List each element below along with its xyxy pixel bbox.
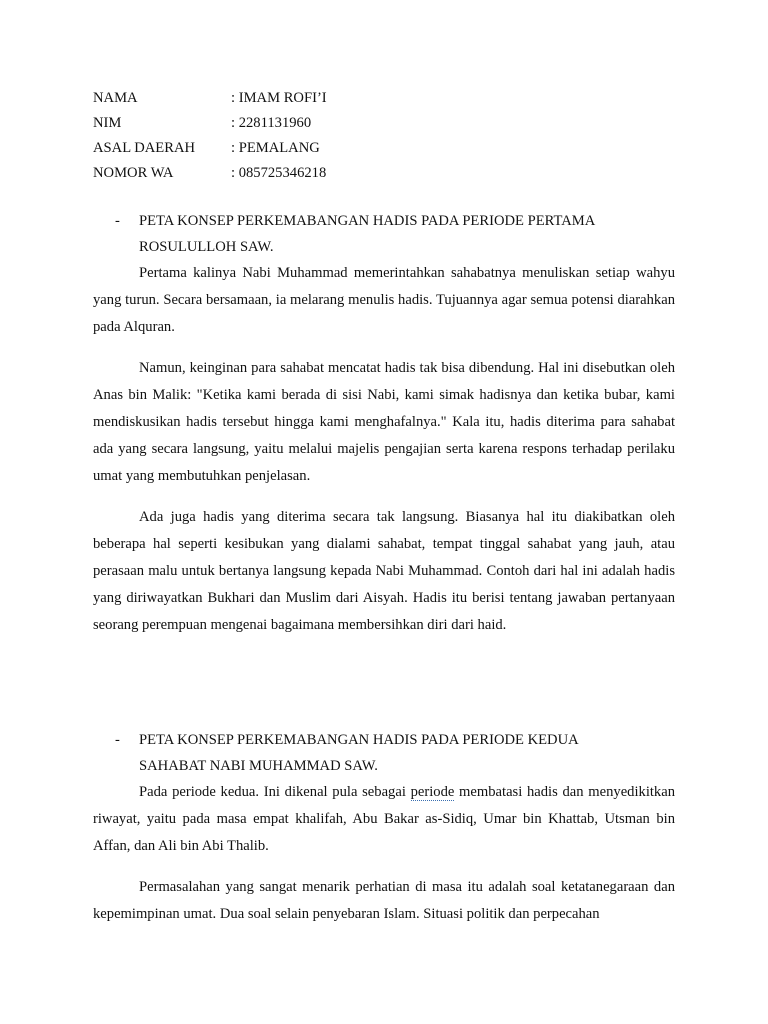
identity-row-nomor-wa xyxy=(93,161,493,186)
section-heading xyxy=(93,728,675,779)
paragraph: Pertama kalinya Nabi Muhammad memerintahkan sahabatnya menuliskan setiap wahyu yang turun. Secara bersamaan, ia melarang menulis hadis. Tujuannya agar semua potensi diarahkan pada Alquran. xyxy=(93,265,675,335)
bullet-dash: - xyxy=(115,213,120,229)
heading-line: ROSULULLOH SAW. xyxy=(139,238,274,255)
section-periode-pertama xyxy=(93,209,675,638)
identity-row-nim xyxy=(93,111,493,136)
heading-line: PETA KONSEP PERKEMABANGAN HADIS PADA PERIODE KEDUA xyxy=(139,732,579,748)
identity-value: : IMAM ROFI’I xyxy=(231,90,327,106)
identity-row-nama xyxy=(93,86,493,111)
paragraph xyxy=(93,779,675,859)
identity-row-asal-daerah xyxy=(93,136,493,161)
hyperlink-periode[interactable]: periode xyxy=(410,784,455,800)
identity-value: : 085725346218 xyxy=(231,165,327,181)
paragraph: Namun, keinginan para sahabat mencatat hadis tak bisa dibendung. Hal ini disebutkan oleh Anas bin Malik: "Ketika kami berada di sisi Nabi, kami simak hadisnya dan ketika bubar, kami mendiskusikan hadis tersebut hingga kami menghafalnya." Kala itu, hadis diterima para sahabat ada yang secara langsung, yaitu melalui majelis pengajian serta karena respons terhadap perilaku umat yang membutuhkan penjelasan. xyxy=(93,360,675,484)
bullet-dash: - xyxy=(115,732,120,748)
identity-block xyxy=(93,86,493,186)
paragraph-text: Pada periode kedua. Ini dikenal pula sebagai xyxy=(139,784,411,800)
identity-label: ASAL DAERAH xyxy=(93,140,196,156)
paragraph: Permasalahan yang sangat menarik perhatian di masa itu adalah soal ketatanegaraan dan kepemimpinan umat. Dua soal selain penyebaran Islam. Situasi politik dan perpecahan xyxy=(93,879,675,923)
heading-line: SAHABAT NABI MUHAMMAD SAW. xyxy=(139,757,378,774)
identity-label: NIM xyxy=(93,115,122,131)
paragraph-gap xyxy=(93,859,675,874)
identity-value: : 2281131960 xyxy=(231,115,312,131)
identity-label: NOMOR WA xyxy=(93,165,174,181)
identity-label: NAMA xyxy=(93,90,138,106)
heading-line: PETA KONSEP PERKEMABANGAN HADIS PADA PERIODE PERTAMA xyxy=(139,213,596,229)
paragraph-gap xyxy=(93,340,675,355)
section-heading xyxy=(93,209,675,260)
paragraph-text: membatasi hadis dan menyedikitkan riwayat, yaitu pada masa empat khalifah, Abu Bakar as-Sidiq, Umar bin Khattab, Utsman bin Affan, dan Ali bin Abi Thalib. xyxy=(93,784,675,854)
section-periode-kedua xyxy=(93,728,675,928)
paragraph: Ada juga hadis yang diterima secara tak langsung. Biasanya hal itu diakibatkan oleh beberapa hal seperti kesibukan yang dialami sahabat, tempat tinggal sahabat yang jauh, atau perasaan malu untuk bertanya langsung kepada Nabi Muhammad. Contoh dari hal ini adalah hadis yang diriwayatkan Bukhari dan Muslim dari Aisyah. Hadis itu berisi tentang jawaban pertanyaan seorang perempuan mengenai bagaimana membersihkan diri dari haid. xyxy=(93,509,675,633)
identity-value: : PEMALANG xyxy=(231,140,320,156)
paragraph-gap xyxy=(93,489,675,504)
